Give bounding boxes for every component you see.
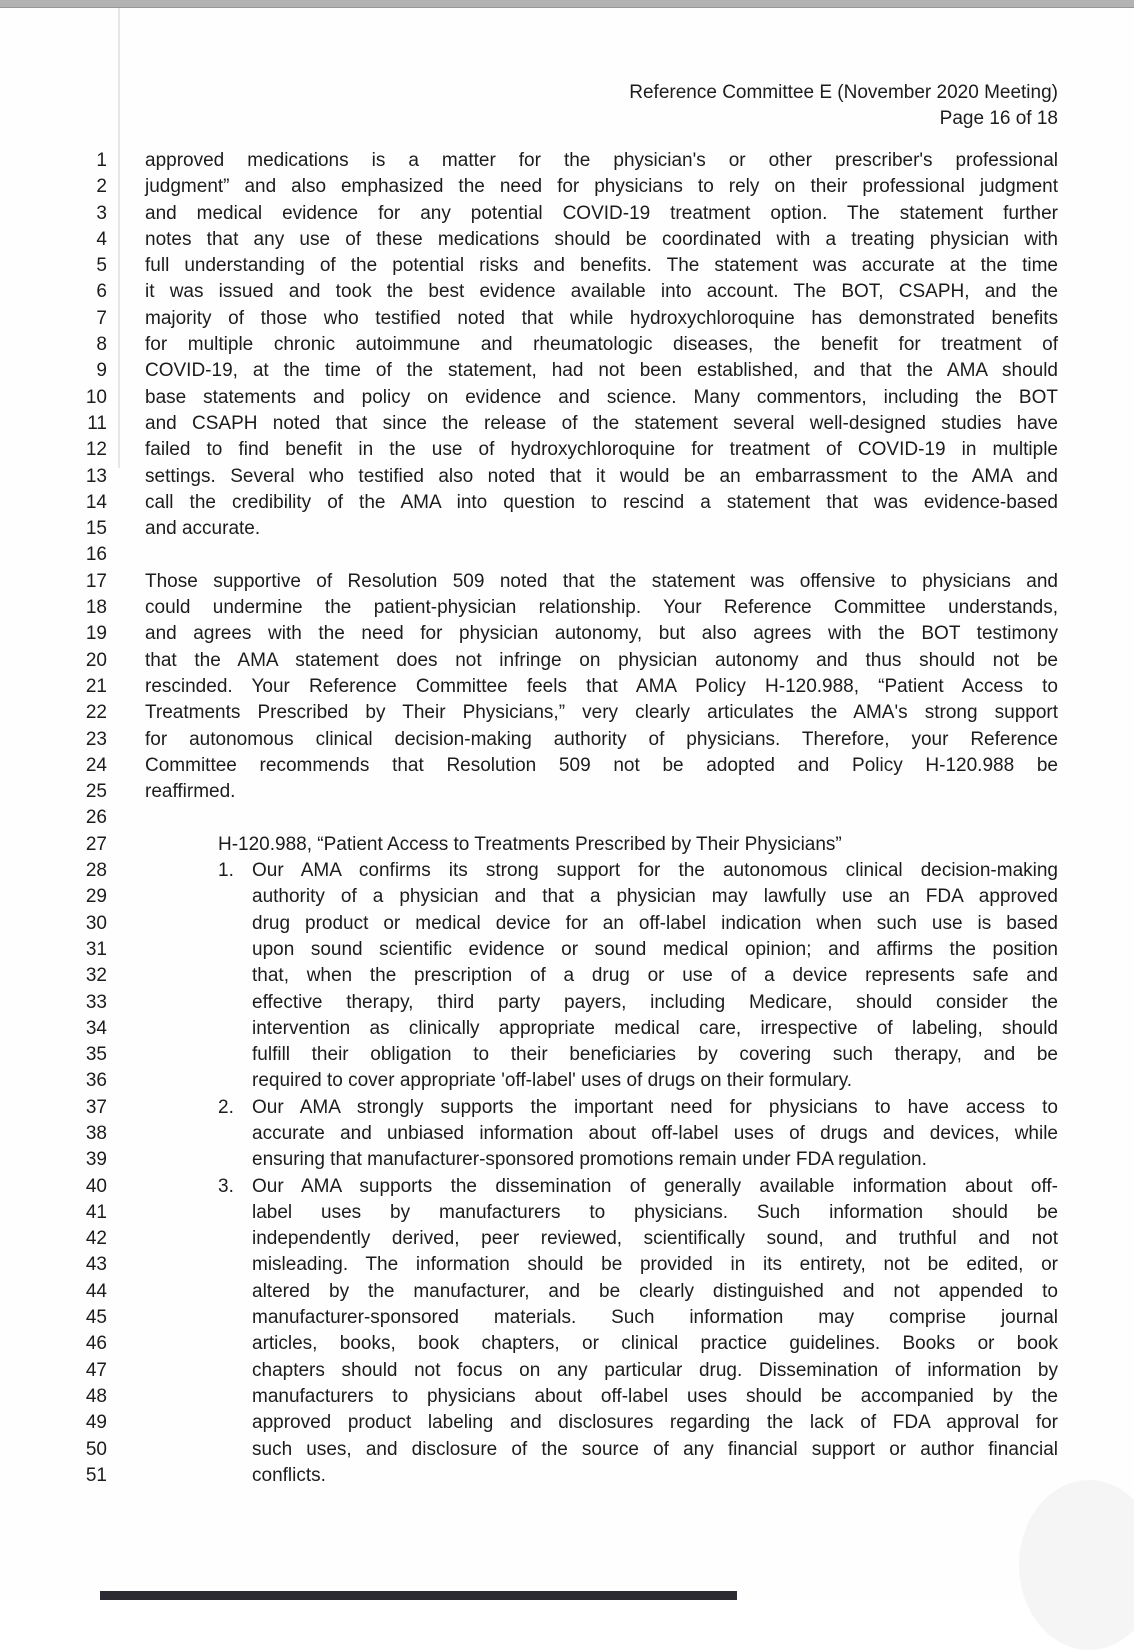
line-number: 21	[85, 675, 107, 697]
line-text: ensuring that manufacturer-sponsored promotions remain under FDA regulation.	[252, 1149, 927, 1171]
document-line	[0, 990, 1134, 1016]
line-text-cell	[145, 1068, 1058, 1094]
line-number: 20	[85, 649, 107, 671]
line-text: majority of those who testified noted that while hydroxychloroquine has demonstrated benefits	[145, 307, 1058, 329]
document-line	[0, 1042, 1134, 1068]
document-line	[0, 227, 1134, 253]
line-number: 32	[85, 965, 107, 987]
line-text-cell	[145, 700, 1058, 726]
line-text-cell	[145, 148, 1058, 174]
document-line	[0, 753, 1134, 779]
line-number: 48	[85, 1385, 107, 1407]
document-line	[0, 1147, 1134, 1173]
line-text: Committee recommends that Resolution 509 not be adopted and Policy H-120.988 be	[145, 754, 1058, 776]
line-text: Our AMA strongly supports the important need for physicians to have access to	[252, 1096, 1058, 1118]
document-line	[0, 937, 1134, 963]
document-line	[0, 437, 1134, 463]
line-text-cell	[145, 674, 1058, 700]
line-number: 25	[85, 781, 107, 803]
line-number: 2	[96, 176, 107, 198]
document-line	[0, 1437, 1134, 1463]
line-text: authority of a physician and that a physician may lawfully use an FDA approved	[252, 886, 1058, 908]
line-number: 13	[85, 465, 107, 487]
line-number: 9	[96, 360, 107, 382]
list-marker: 3.	[218, 1175, 234, 1197]
page-bottom-bar	[100, 1591, 737, 1600]
line-text-cell	[145, 911, 1058, 937]
page-corner-smudge	[1019, 1480, 1134, 1650]
line-text-cell	[145, 753, 1058, 779]
document-line	[0, 1226, 1134, 1252]
line-number: 38	[85, 1122, 107, 1144]
line-text-cell	[145, 516, 1058, 542]
line-text-cell	[145, 490, 1058, 516]
line-text: rescinded. Your Reference Committee feels that AMA Policy H-120.988, “Patient Access to	[145, 675, 1058, 697]
line-number: 50	[85, 1438, 107, 1460]
document-line	[0, 201, 1134, 227]
document-line	[0, 411, 1134, 437]
line-number: 15	[85, 518, 107, 540]
line-text-cell	[145, 1147, 1058, 1173]
line-text: Treatments Prescribed by Their Physicians,” very clearly articulates the AMA's strong support	[145, 702, 1058, 724]
document-line	[0, 832, 1134, 858]
line-text-cell	[145, 1226, 1058, 1252]
line-text-cell	[145, 1016, 1058, 1042]
line-text-cell	[145, 358, 1058, 384]
line-text: conflicts.	[252, 1464, 326, 1486]
line-number: 47	[85, 1359, 107, 1381]
document-line	[0, 1121, 1134, 1147]
document-line	[0, 805, 1134, 831]
document-line	[0, 306, 1134, 332]
line-text-cell	[145, 306, 1058, 332]
line-text: and agrees with the need for physician autonomy, but also agrees with the BOT testimony	[145, 623, 1058, 645]
line-text: could undermine the patient-physician relationship. Your Reference Committee understands,	[145, 597, 1058, 619]
line-text: articles, books, book chapters, or clinical practice guidelines. Books or book	[252, 1333, 1058, 1355]
line-number: 10	[85, 386, 107, 408]
line-number: 49	[85, 1412, 107, 1434]
line-text-cell	[145, 1174, 1058, 1200]
document-line	[0, 516, 1134, 542]
document-line	[0, 1068, 1134, 1094]
line-text: and CSAPH noted that since the release of the statement several well-designed studies have	[145, 412, 1058, 434]
line-text: effective therapy, third party payers, including Medicare, should consider the	[252, 991, 1058, 1013]
document-line	[0, 595, 1134, 621]
document-line	[0, 1384, 1134, 1410]
line-text-cell	[145, 1305, 1058, 1331]
line-text-cell	[145, 1358, 1058, 1384]
document-line	[0, 1200, 1134, 1226]
line-number: 44	[85, 1280, 107, 1302]
line-number: 33	[85, 991, 107, 1013]
line-text-cell	[145, 1384, 1058, 1410]
line-number: 19	[85, 623, 107, 645]
document-line	[0, 1095, 1134, 1121]
document-line	[0, 911, 1134, 937]
line-text: it was issued and took the best evidence available into account. The BOT, CSAPH, and the	[145, 281, 1058, 303]
line-text-cell	[145, 1121, 1058, 1147]
line-number: 8	[96, 334, 107, 356]
line-number: 39	[85, 1149, 107, 1171]
line-text: required to cover appropriate 'off-label' uses of drugs on their formulary.	[252, 1070, 853, 1092]
line-number: 51	[85, 1464, 107, 1486]
line-text: label uses by manufacturers to physicians. Such information should be	[252, 1201, 1058, 1223]
line-number: 1	[96, 150, 107, 171]
line-text: manufacturers to physicians about off-label uses should be accompanied by the	[252, 1385, 1058, 1407]
document-line	[0, 542, 1134, 568]
line-number: 22	[85, 702, 107, 724]
line-text: settings. Several who testified also noted that it would be an embarrassment to the AMA and	[145, 465, 1058, 487]
document-line	[0, 569, 1134, 595]
line-number: 23	[85, 728, 107, 750]
line-text: upon sound scientific evidence or sound medical opinion; and affirms the position	[252, 938, 1058, 960]
line-text: call the credibility of the AMA into question to rescind a statement that was evidence-based	[145, 491, 1058, 513]
line-text-cell	[145, 332, 1058, 358]
header-committee-line: Reference Committee E (November 2020 Meeting)	[629, 82, 1058, 103]
line-text-cell	[145, 1463, 1058, 1489]
document-line	[0, 332, 1134, 358]
document-line	[0, 1463, 1134, 1489]
line-text: and accurate.	[145, 518, 261, 540]
line-number: 46	[85, 1333, 107, 1355]
line-number: 28	[85, 860, 107, 882]
line-text: independently derived, peer reviewed, scientifically sound, and truthful and not	[252, 1228, 1058, 1250]
line-number: 40	[85, 1175, 107, 1197]
line-number: 43	[85, 1254, 107, 1276]
line-number: 41	[85, 1201, 107, 1223]
line-text-cell	[145, 385, 1058, 411]
line-text: misleading. The information should be provided in its entirety, not be edited, or	[252, 1254, 1058, 1276]
line-number: 18	[85, 597, 107, 619]
line-number: 27	[85, 833, 107, 855]
line-text-cell	[145, 595, 1058, 621]
document-line	[0, 464, 1134, 490]
line-text-cell	[145, 884, 1058, 910]
line-number: 4	[96, 228, 107, 250]
line-text: for multiple chronic autoimmune and rheumatologic diseases, the benefit for treatment of	[145, 334, 1058, 356]
document-line	[0, 1358, 1134, 1384]
document-line	[0, 253, 1134, 279]
line-text: manufacturer-sponsored materials. Such information may comprise journal	[252, 1307, 1058, 1329]
line-number: 31	[85, 938, 107, 960]
document-body	[0, 148, 1134, 1489]
line-text-cell	[145, 253, 1058, 279]
line-text: Those supportive of Resolution 509 noted that the statement was offensive to physicians and	[145, 570, 1058, 592]
line-text: and medical evidence for any potential COVID-19 treatment option. The statement further	[145, 202, 1058, 224]
line-text-cell	[145, 1252, 1058, 1278]
document-line	[0, 174, 1134, 200]
line-text-cell	[145, 727, 1058, 753]
line-text-cell	[145, 279, 1058, 305]
document-line	[0, 1410, 1134, 1436]
line-number: 3	[96, 202, 107, 224]
line-text: approved product labeling and disclosures regarding the lack of FDA approval for	[252, 1412, 1058, 1434]
line-number: 6	[96, 281, 107, 303]
line-text-cell	[145, 464, 1058, 490]
line-text: for autonomous clinical decision-making authority of physicians. Therefore, your Reference	[145, 728, 1058, 750]
document-line	[0, 1331, 1134, 1357]
document-line	[0, 1252, 1134, 1278]
line-number: 37	[85, 1096, 107, 1118]
line-text: Our AMA confirms its strong support for the autonomous clinical decision-making	[252, 860, 1058, 882]
line-text-cell	[145, 990, 1058, 1016]
document-line	[0, 621, 1134, 647]
line-text-cell	[145, 174, 1058, 200]
line-number: 11	[87, 412, 107, 434]
line-number: 36	[85, 1070, 107, 1092]
line-text: COVID-19, at the time of the statement, had not been established, and that the AMA should	[145, 360, 1058, 382]
document-line	[0, 1016, 1134, 1042]
line-text-cell	[145, 1095, 1058, 1121]
line-text-cell	[145, 1410, 1058, 1436]
line-text: base statements and policy on evidence and science. Many commentors, including the BOT	[145, 386, 1058, 408]
line-text-cell	[145, 1200, 1058, 1226]
line-text-cell	[145, 1437, 1058, 1463]
document-line	[0, 884, 1134, 910]
line-number: 16	[85, 544, 107, 566]
line-text: judgment” and also emphasized the need for physicians to rely on their professional judgment	[145, 176, 1058, 198]
document-line	[0, 700, 1134, 726]
line-number: 17	[85, 570, 107, 592]
line-text: notes that any use of these medications should be coordinated with a treating physician with	[145, 228, 1058, 250]
list-marker: 2.	[218, 1096, 234, 1118]
line-text: that the AMA statement does not infringe on physician autonomy and thus should not be	[145, 649, 1058, 671]
line-number: 26	[85, 807, 107, 829]
line-text-cell	[145, 1042, 1058, 1068]
document-line	[0, 779, 1134, 805]
line-text: fulfill their obligation to their beneficiaries by covering such therapy, and be	[252, 1044, 1058, 1066]
line-number: 24	[85, 754, 107, 776]
document-line	[0, 1279, 1134, 1305]
line-text-cell	[145, 648, 1058, 674]
page-header	[629, 80, 1058, 133]
line-text: accurate and unbiased information about off-label uses of drugs and devices, while	[252, 1122, 1058, 1144]
document-line	[0, 1305, 1134, 1331]
line-text-cell	[145, 832, 1058, 858]
line-text-cell	[145, 411, 1058, 437]
line-text-cell	[145, 858, 1058, 884]
line-text-cell	[145, 201, 1058, 227]
line-number: 42	[85, 1228, 107, 1250]
line-text: Our AMA supports the dissemination of generally available information about off-	[252, 1175, 1058, 1197]
line-text: approved medications is a matter for the physician's or other prescriber's professional	[145, 150, 1058, 171]
line-text-cell	[145, 437, 1058, 463]
header-page-number: Page 16 of 18	[939, 108, 1058, 130]
line-number: 7	[96, 307, 107, 329]
document-line	[0, 858, 1134, 884]
document-line	[0, 674, 1134, 700]
document-line	[0, 648, 1134, 674]
line-text: chapters should not focus on any particular drug. Dissemination of information by	[252, 1359, 1058, 1381]
document-line	[0, 727, 1134, 753]
line-text: that, when the prescription of a drug or use of a device represents safe and	[252, 965, 1058, 987]
document-line	[0, 148, 1134, 174]
line-text: H-120.988, “Patient Access to Treatments Prescribed by Their Physicians”	[218, 833, 842, 855]
list-marker: 1.	[218, 860, 234, 882]
line-text-cell	[145, 937, 1058, 963]
line-text: altered by the manufacturer, and be clearly distinguished and not appended to	[252, 1280, 1058, 1302]
document-line	[0, 385, 1134, 411]
document-line	[0, 963, 1134, 989]
page-top-bar	[0, 0, 1134, 8]
line-text: reaffirmed.	[145, 781, 236, 803]
line-text: full understanding of the potential risks and benefits. The statement was accurate at the time	[145, 255, 1058, 277]
line-text: failed to find benefit in the use of hydroxychloroquine for treatment of COVID-19 in multiple	[145, 439, 1058, 461]
line-text-cell	[145, 779, 1058, 805]
line-number: 45	[85, 1307, 107, 1329]
line-text: drug product or medical device for an off-label indication when such use is based	[252, 912, 1058, 934]
line-text-cell	[145, 1331, 1058, 1357]
line-text-cell	[145, 1279, 1058, 1305]
line-text-cell	[145, 963, 1058, 989]
line-text: intervention as clinically appropriate medical care, irrespective of labeling, should	[252, 1017, 1058, 1039]
line-number: 30	[85, 912, 107, 934]
line-number: 29	[85, 886, 107, 908]
line-number: 34	[85, 1017, 107, 1039]
line-text-cell	[145, 227, 1058, 253]
line-number: 35	[85, 1044, 107, 1066]
line-text-cell	[145, 621, 1058, 647]
line-number: 14	[85, 491, 107, 513]
line-number: 12	[85, 439, 107, 461]
line-text-cell	[145, 569, 1058, 595]
document-line	[0, 358, 1134, 384]
document-line	[0, 279, 1134, 305]
document-line	[0, 1174, 1134, 1200]
line-text: such uses, and disclosure of the source of any financial support or author financial	[252, 1438, 1058, 1460]
line-number: 5	[96, 255, 107, 277]
document-line	[0, 490, 1134, 516]
